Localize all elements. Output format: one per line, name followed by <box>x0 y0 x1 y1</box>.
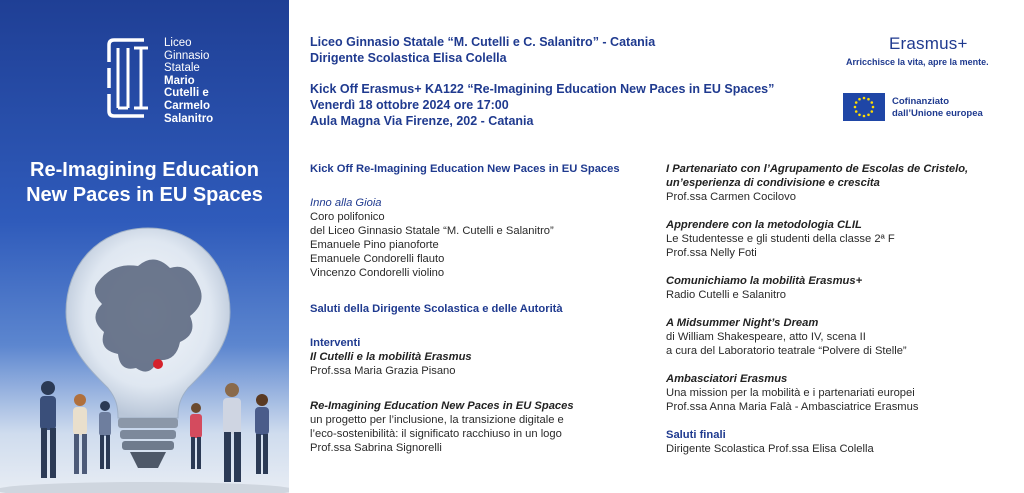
logo-line: Liceo <box>164 37 192 49</box>
talk-line: un progetto per l’inclusione, la transizione digitale e <box>310 414 564 426</box>
logo-line: Ginnasio <box>164 49 210 62</box>
program-item <box>666 218 1011 260</box>
talk-title: Il Cutelli e la mobilità Erasmus <box>310 351 472 363</box>
talk-speaker: Prof.ssa Sabrina Signorelli <box>310 442 442 454</box>
eu-cofunded-line: dall’Unione europea <box>892 108 983 119</box>
anthem-title: Inno alla Gioia <box>310 197 382 209</box>
poster-panel <box>0 0 289 493</box>
anthem-line: del Liceo Ginnasio Statale “M. Cutelli e Salanitro” <box>310 225 554 237</box>
cutelli-logo-icon <box>104 34 156 122</box>
anthem-line: Vincenzo Condorelli violino <box>310 267 445 279</box>
program-heading: Kick Off Re-Imagining Education New Paces in EU Spaces <box>310 163 620 175</box>
eu-flag-icon <box>843 93 885 121</box>
erasmus-tagline: Arricchisce la vita, apre la mente. <box>846 57 989 67</box>
program-item <box>666 428 1011 456</box>
item-speaker: Prof.ssa Carmen Cocilovo <box>666 191 796 203</box>
program-item <box>666 274 1011 302</box>
item-title: I Partenariato con l’Agrupamento de Escolas de Cristelo, <box>666 163 969 175</box>
event-venue: Aula Magna Via Firenze, 202 - Catania <box>310 114 534 128</box>
logo-line: Carmelo <box>164 99 211 112</box>
talk-speaker: Prof.ssa Maria Grazia Pisano <box>310 365 456 377</box>
talk-line: l’eco-sostenibilità: il significato racchiuso in un logo <box>310 428 562 440</box>
program-right-column <box>666 162 1011 456</box>
poster-title-line: New Paces in EU Spaces <box>26 184 263 206</box>
anthem-line: Emanuele Pino pianoforte <box>310 239 439 251</box>
item-line: Le Studentesse e gli studenti della classe 2ª F <box>666 233 895 245</box>
item-speaker: Radio Cutelli e Salanitro <box>666 289 787 301</box>
item-title: un’esperienza di condivisione e crescita <box>666 177 880 189</box>
anthem-block <box>310 196 655 280</box>
item-title: Comunichiamo la mobilità Erasmus+ <box>666 275 863 287</box>
program-left-column <box>310 162 655 455</box>
logo-line: Mario <box>164 74 195 87</box>
program-item <box>666 372 1011 414</box>
talks-block <box>310 336 655 378</box>
talk-title: Re-Imagining Education New Paces in EU Spaces <box>310 400 574 412</box>
talk2-block <box>310 399 655 455</box>
program-item <box>666 316 1011 358</box>
poster-title <box>0 158 289 208</box>
item-title: A Midsummer Night’s Dream <box>666 317 819 329</box>
item-line: Una mission per la mobilità e i partenariati europei <box>666 387 915 399</box>
logo-line: Statale <box>164 62 200 75</box>
item-speaker: Dirigente Scolastica Prof.ssa Elisa Colella <box>666 443 874 455</box>
eu-cofunded-line: Cofinanziato <box>892 96 949 107</box>
item-title: Ambasciatori Erasmus <box>666 373 788 385</box>
item-speaker: Prof.ssa Anna Maria Falà - Ambasciatrice Erasmus <box>666 401 919 413</box>
item-title: Saluti finali <box>666 429 726 441</box>
item-title: Apprendere con la metodologia CLIL <box>666 219 862 231</box>
greetings-heading: Saluti della Dirigente Scolastica e delle Autorità <box>310 303 563 315</box>
anthem-line: Coro polifonico <box>310 211 385 223</box>
talks-heading: Interventi <box>310 337 361 349</box>
event-title: Kick Off Erasmus+ KA122 “Re-Imagining Education New Paces in EU Spaces” <box>310 82 775 96</box>
principal-name: Dirigente Scolastica Elisa Colella <box>310 51 507 65</box>
item-line: a cura del Laboratorio teatrale “Polvere di Stelle” <box>666 345 907 357</box>
anthem-line: Emanuele Condorelli flauto <box>310 253 445 265</box>
item-speaker: Prof.ssa Nelly Foti <box>666 247 757 259</box>
students-walking-illustration <box>0 370 289 493</box>
program-item <box>666 162 1011 204</box>
item-line: di William Shakespeare, atto IV, scena II <box>666 331 866 343</box>
event-date: Venerdì 18 ottobre 2024 ore 17:00 <box>310 98 509 112</box>
school-logo-text <box>164 37 213 125</box>
poster-title-line: Re-Imagining Education <box>30 159 259 181</box>
logo-line: Cutelli e <box>164 87 209 100</box>
logo-line: Salanitro <box>164 112 214 125</box>
school-name: Liceo Ginnasio Statale “M. Cutelli e C. Salanitro” - Catania <box>310 35 656 49</box>
erasmus-wordmark: Erasmus+ <box>889 34 968 53</box>
eu-cofunded-label <box>892 96 983 120</box>
